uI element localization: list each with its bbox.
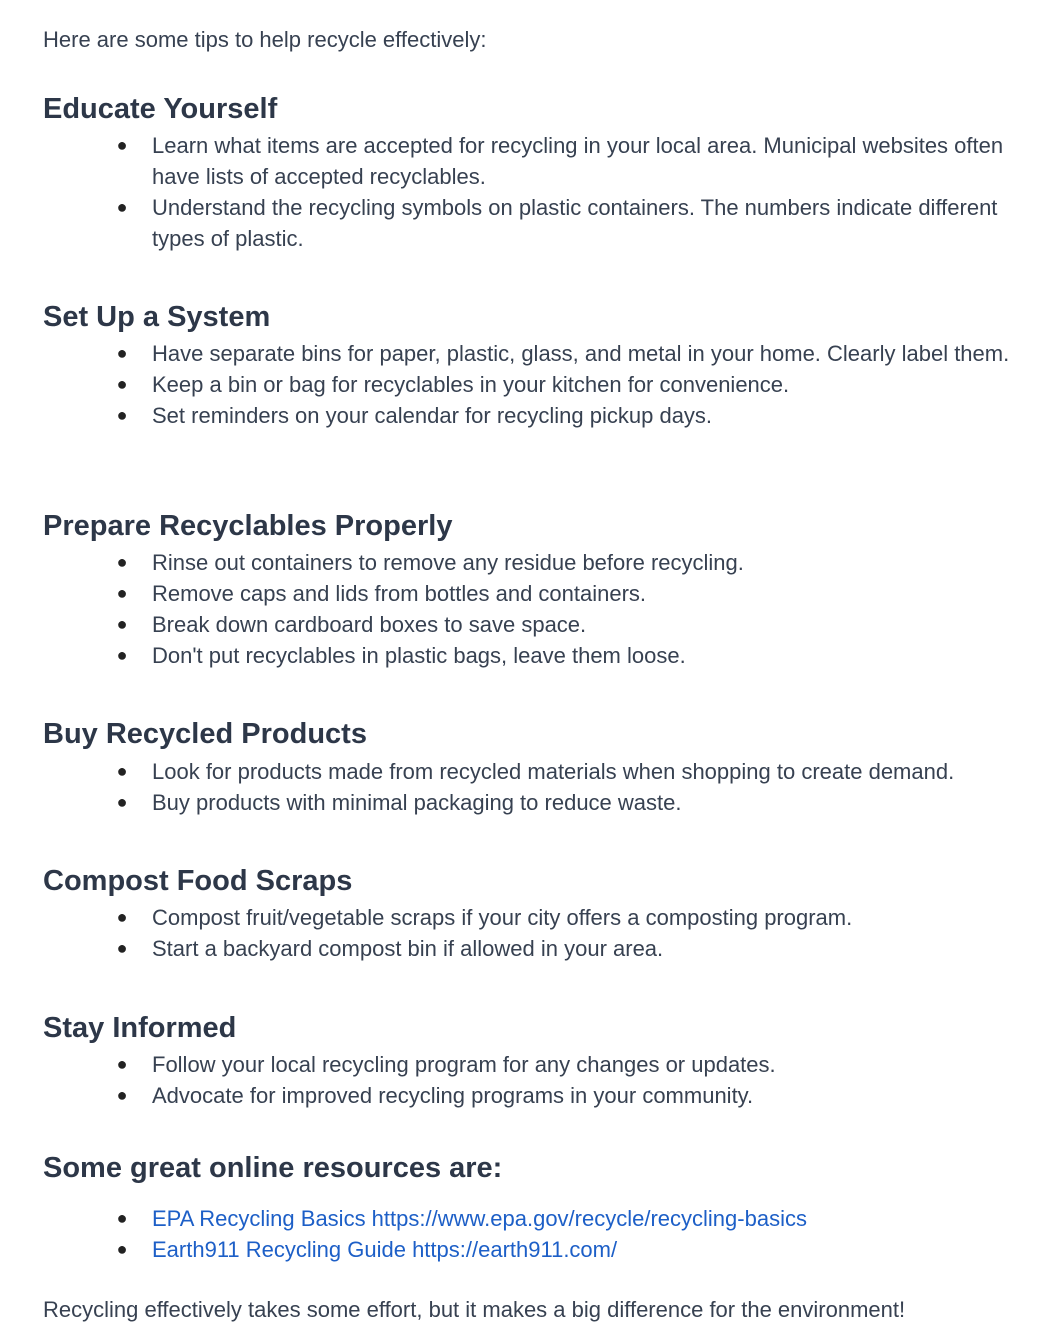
list-item-text: Keep a bin or bag for recyclables in your kitchen for convenience. (152, 372, 790, 397)
list-item (43, 609, 1023, 640)
section-heading: Educate Yourself (43, 93, 278, 125)
resource-links-list (43, 1203, 1023, 1265)
list-item (43, 578, 1023, 609)
bullet-icon: ● (116, 614, 128, 634)
bullet-icon: ● (116, 1239, 128, 1259)
section-educate-yourself (43, 91, 1023, 254)
list-item (43, 192, 1023, 254)
section-heading: Buy Recycled Products (43, 718, 367, 750)
list-item (43, 933, 1023, 964)
resource-link-earth911[interactable]: Earth911 Recycling Guide https://earth911.com/ (152, 1237, 618, 1262)
bullet-icon: ● (116, 761, 128, 781)
bullet-icon: ● (116, 135, 128, 155)
list-item-text: Advocate for improved recycling programs in your community. (152, 1083, 754, 1108)
bullet-icon: ● (116, 1054, 128, 1074)
section-set-up-a-system (43, 299, 1023, 431)
section-heading: Stay Informed (43, 1012, 237, 1044)
list-item-text: Follow your local recycling program for any changes or updates. (152, 1052, 776, 1077)
tips-list (43, 547, 1023, 671)
section-heading: Some great online resources are: (43, 1152, 503, 1184)
section-heading: Prepare Recyclables Properly (43, 510, 453, 542)
list-item-text: Buy products with minimal packaging to reduce waste. (152, 790, 682, 815)
list-item (43, 338, 1023, 369)
bullet-icon: ● (116, 197, 128, 217)
list-item (43, 1203, 1023, 1234)
bullet-icon: ● (116, 792, 128, 812)
tips-list (43, 338, 1023, 431)
bullet-icon: ● (116, 1085, 128, 1105)
bullet-icon: ● (116, 583, 128, 603)
list-item-text: Start a backyard compost bin if allowed in your area. (152, 936, 664, 961)
resource-link-epa[interactable]: EPA Recycling Basics https://www.epa.gov/recycle/recycling-basics (152, 1206, 807, 1231)
bullet-icon: ● (116, 938, 128, 958)
list-item (43, 547, 1023, 578)
list-item (43, 1234, 1023, 1265)
bullet-icon: ● (116, 552, 128, 572)
section-compost-food-scraps (43, 863, 1023, 964)
bullet-icon: ● (116, 645, 128, 665)
list-item-text: Break down cardboard boxes to save space. (152, 612, 587, 637)
intro-text: Here are some tips to help recycle effectively: (43, 27, 487, 52)
tips-list (43, 756, 1023, 818)
section-heading: Set Up a System (43, 301, 271, 333)
list-item (43, 1049, 1023, 1080)
list-item (43, 787, 1023, 818)
list-item-text: Understand the recycling symbols on plastic containers. The numbers indicate different types of plastic. (152, 195, 998, 251)
list-item-text: Rinse out containers to remove any residue before recycling. (152, 550, 744, 575)
section-online-resources (43, 1150, 1023, 1265)
tips-list (43, 1049, 1023, 1111)
list-item-text: Learn what items are accepted for recycling in your local area. Municipal websites often have lists of accepted recyclables. (152, 133, 1004, 189)
tips-list (43, 902, 1023, 964)
list-item-text: Have separate bins for paper, plastic, glass, and metal in your home. Clearly label them. (152, 341, 1010, 366)
list-item (43, 640, 1023, 671)
list-item (43, 400, 1023, 431)
bullet-icon: ● (116, 907, 128, 927)
bullet-icon: ● (116, 1208, 128, 1228)
list-item-text: Set reminders on your calendar for recycling pickup days. (152, 403, 713, 428)
tips-list (43, 130, 1023, 254)
list-item (43, 130, 1023, 192)
list-item (43, 902, 1023, 933)
bullet-icon: ● (116, 343, 128, 363)
list-item-text: Look for products made from recycled materials when shopping to create demand. (152, 759, 955, 784)
section-prepare-recyclables-properly (43, 508, 1023, 671)
list-item-text: Don't put recyclables in plastic bags, leave them loose. (152, 643, 686, 668)
list-item-text: Compost fruit/vegetable scraps if your city offers a composting program. (152, 905, 853, 930)
bullet-icon: ● (116, 405, 128, 425)
section-stay-informed (43, 1010, 1023, 1111)
bullet-icon: ● (116, 374, 128, 394)
section-buy-recycled-products (43, 716, 1023, 818)
list-item (43, 1080, 1023, 1111)
list-item (43, 369, 1023, 400)
list-item (43, 756, 1023, 787)
list-item-text: Remove caps and lids from bottles and containers. (152, 581, 647, 606)
closing-text: Recycling effectively takes some effort, but it makes a big difference for the environment! (43, 1297, 906, 1322)
section-heading: Compost Food Scraps (43, 865, 353, 897)
